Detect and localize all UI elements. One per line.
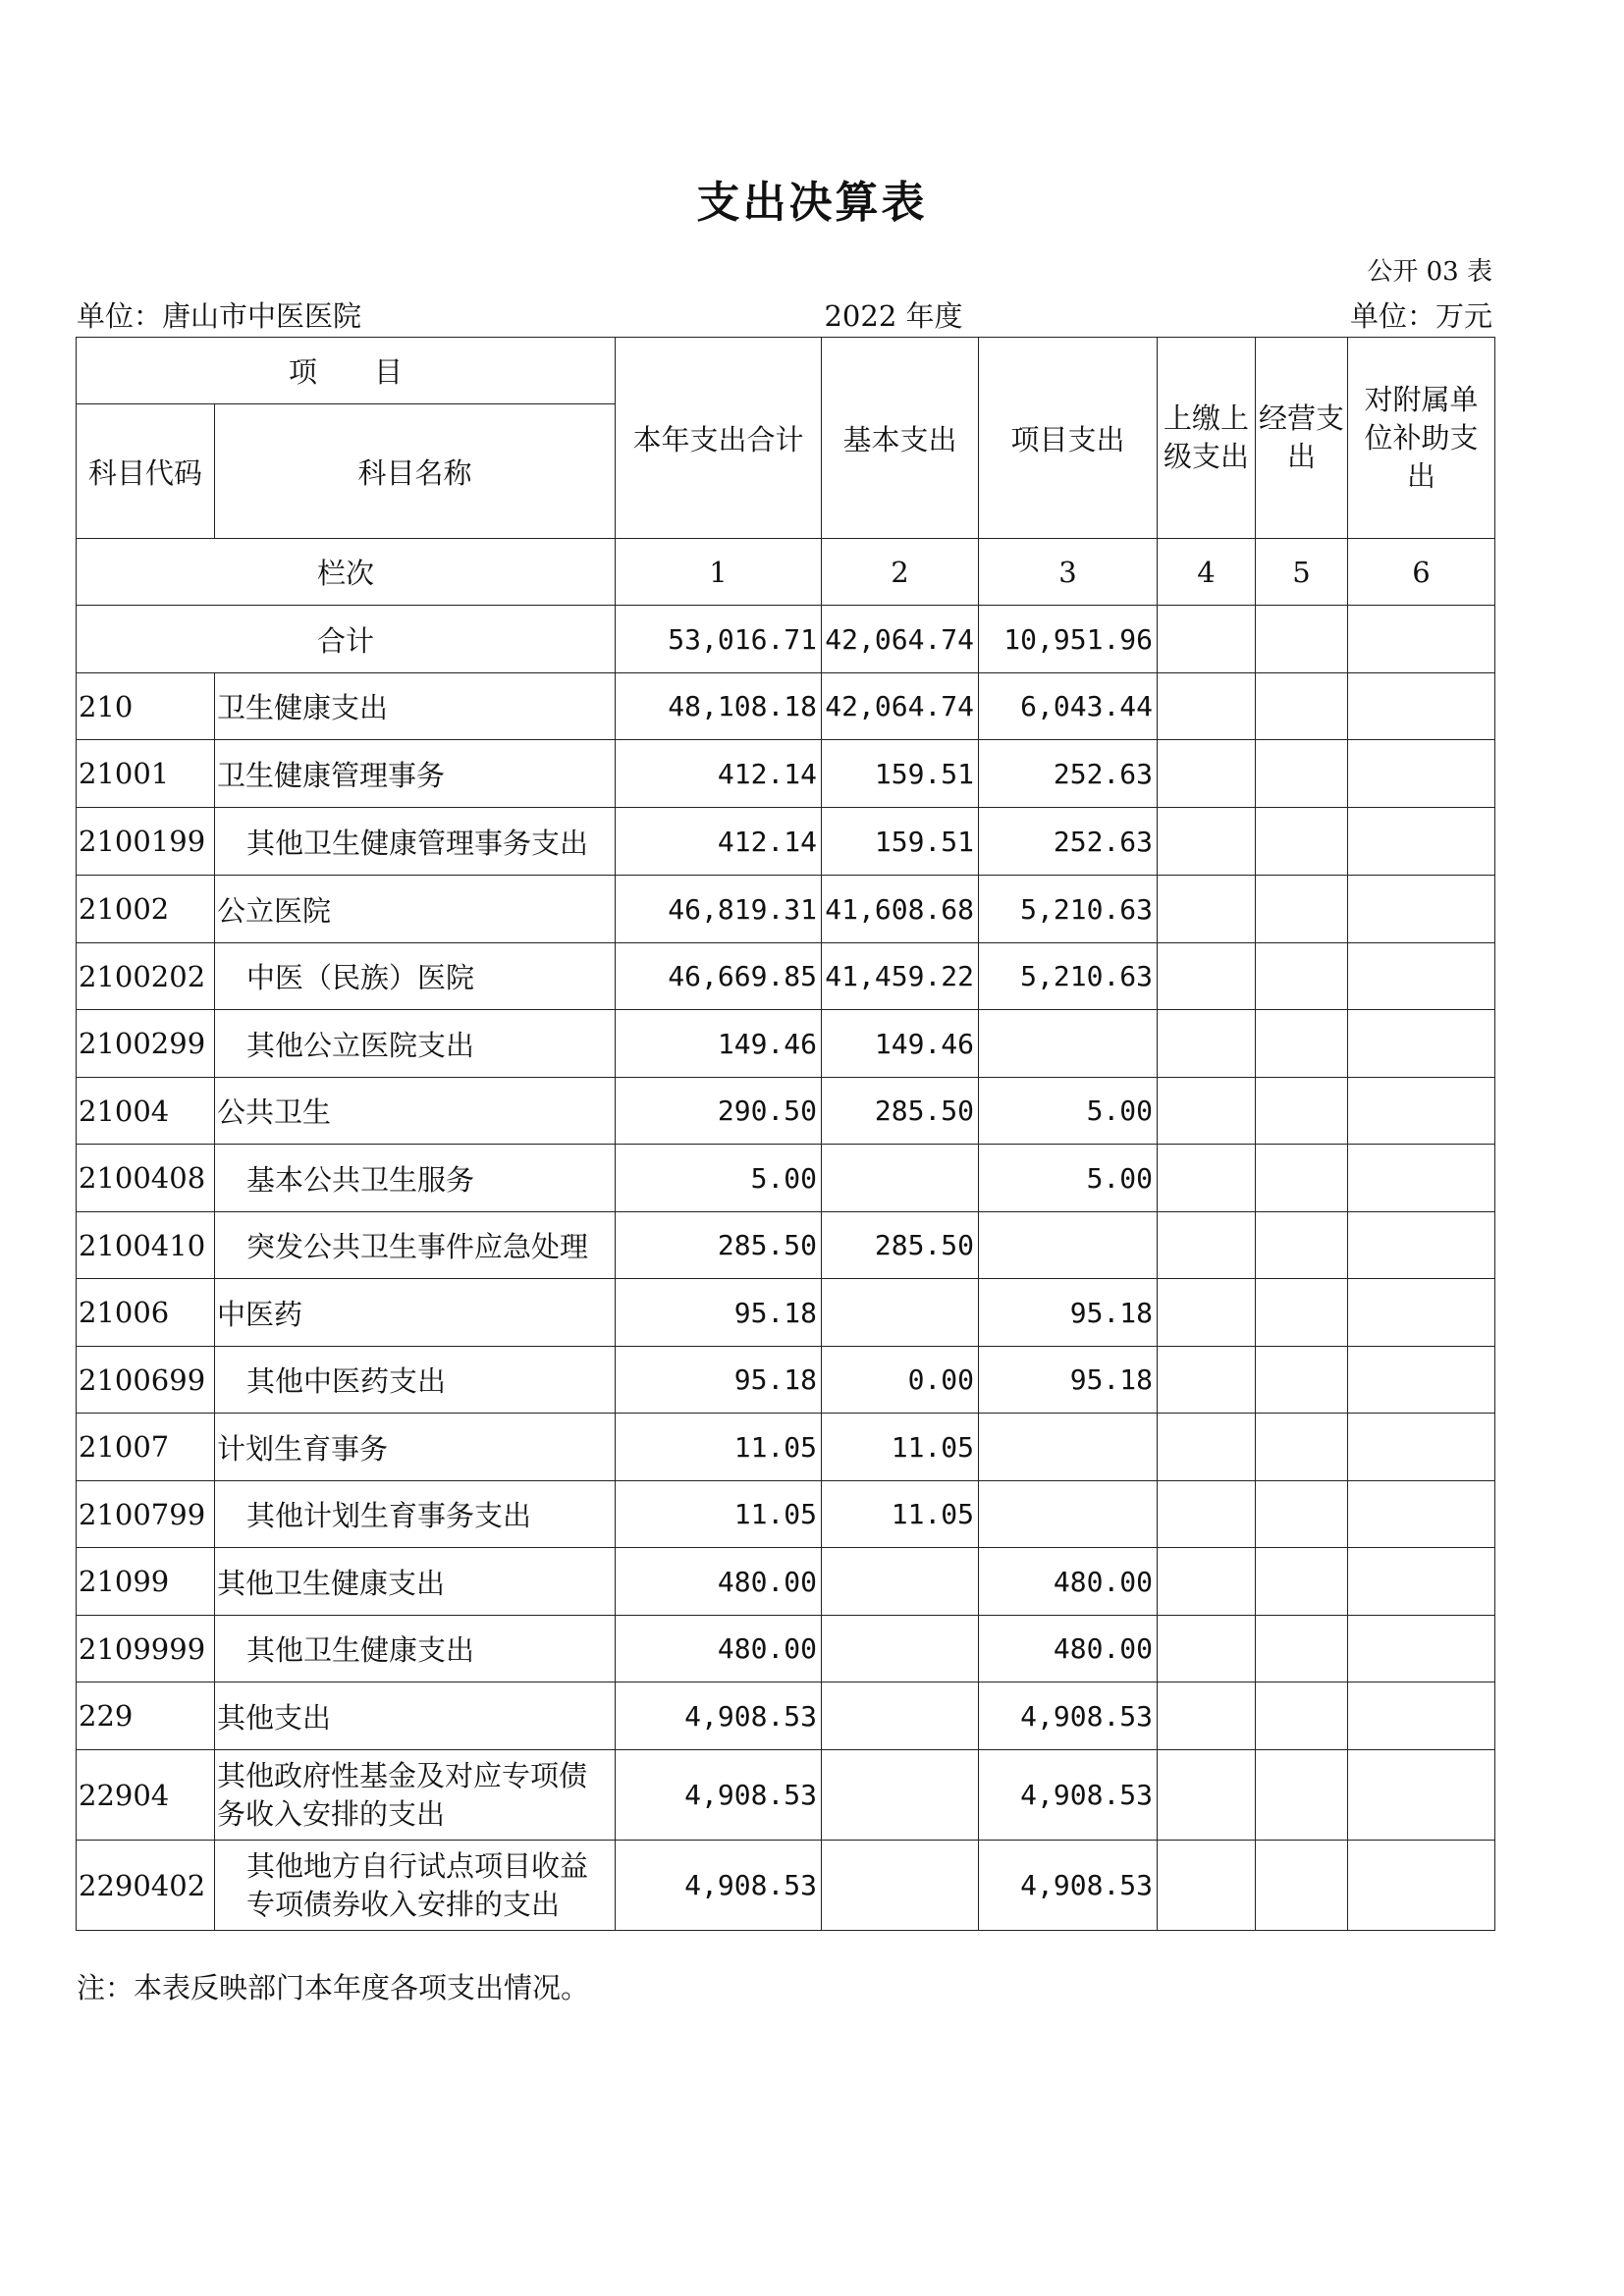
project-amount — [979, 1212, 1158, 1279]
project-amount: 5.00 — [979, 1145, 1158, 1212]
total-amount: 480.00 — [616, 1616, 822, 1682]
basic-amount: 41,459.22 — [822, 943, 979, 1010]
subject-code: 2109999 — [77, 1616, 215, 1682]
total-amount: 480.00 — [616, 1548, 822, 1616]
empty-cell — [1256, 1841, 1348, 1931]
project-amount: 95.18 — [979, 1279, 1158, 1347]
subject-code: 210 — [77, 673, 215, 740]
column-number: 4 — [1158, 539, 1256, 606]
project-amount: 95.18 — [979, 1347, 1158, 1414]
subject-name: 其他卫生健康支出 — [215, 1548, 616, 1616]
table-row — [77, 1481, 1495, 1548]
empty-cell — [1158, 1212, 1256, 1279]
table-row — [77, 1414, 1495, 1481]
project-amount: 6,043.44 — [979, 673, 1158, 740]
basic-amount — [822, 1548, 979, 1616]
empty-cell — [1256, 606, 1348, 673]
empty-cell — [1348, 606, 1495, 673]
project-amount: 4,908.53 — [979, 1682, 1158, 1750]
subject-code: 21004 — [77, 1078, 215, 1145]
header-subsidiary: 对附属单位补助支出 — [1348, 338, 1495, 539]
empty-cell — [1256, 1279, 1348, 1347]
total-amount: 412.14 — [616, 740, 822, 808]
basic-amount: 41,608.68 — [822, 876, 979, 943]
empty-cell — [1158, 1750, 1256, 1841]
empty-cell — [1256, 943, 1348, 1010]
empty-cell — [1158, 1841, 1256, 1931]
basic-amount — [822, 1279, 979, 1347]
subject-code: 21006 — [77, 1279, 215, 1347]
unit-name: 唐山市中医医院 — [162, 299, 362, 333]
total-amount: 53,016.71 — [616, 606, 822, 673]
subject-code: 21007 — [77, 1414, 215, 1481]
expenditure-table — [76, 337, 1495, 1931]
table-row — [77, 1279, 1495, 1347]
header-business: 经营支出 — [1256, 338, 1348, 539]
basic-amount — [822, 1145, 979, 1212]
empty-cell — [1348, 1682, 1495, 1750]
project-amount — [979, 1481, 1158, 1548]
basic-amount: 11.05 — [822, 1481, 979, 1548]
total-amount: 11.05 — [616, 1481, 822, 1548]
project-amount: 5,210.63 — [979, 943, 1158, 1010]
table-row — [77, 1145, 1495, 1212]
subject-name: 其他计划生育事务支出 — [215, 1481, 616, 1548]
subject-code: 22904 — [77, 1750, 215, 1841]
empty-cell — [1158, 1682, 1256, 1750]
basic-amount — [822, 1750, 979, 1841]
empty-cell — [1348, 1616, 1495, 1682]
subject-name: 其他地方自行试点项目收益专项债券收入安排的支出 — [215, 1841, 616, 1931]
total-amount: 4,908.53 — [616, 1682, 822, 1750]
empty-cell — [1158, 1481, 1256, 1548]
subject-name: 计划生育事务 — [215, 1414, 616, 1481]
column-number: 2 — [822, 539, 979, 606]
project-amount: 252.63 — [979, 808, 1158, 876]
empty-cell — [1348, 1010, 1495, 1078]
total-amount: 5.00 — [616, 1145, 822, 1212]
basic-amount: 149.46 — [822, 1010, 979, 1078]
total-basic: 42,064.74 — [822, 606, 979, 673]
table-row — [77, 876, 1495, 943]
empty-cell — [1158, 1279, 1256, 1347]
subject-code: 2100299 — [77, 1010, 215, 1078]
empty-cell — [1256, 1078, 1348, 1145]
empty-cell — [1348, 876, 1495, 943]
basic-amount: 285.50 — [822, 1212, 979, 1279]
table-row — [77, 1212, 1495, 1279]
empty-cell — [1348, 1347, 1495, 1414]
empty-cell — [1348, 673, 1495, 740]
subject-code: 2290402 — [77, 1841, 215, 1931]
total-amount: 4,908.53 — [616, 1750, 822, 1841]
empty-cell — [1256, 1010, 1348, 1078]
basic-amount: 159.51 — [822, 740, 979, 808]
currency-unit: 单位：万元 — [1349, 299, 1492, 333]
fiscal-year: 2022 年度 — [824, 299, 963, 333]
basic-amount — [822, 1841, 979, 1931]
column-number: 5 — [1256, 539, 1348, 606]
total-label: 合计 — [77, 606, 616, 673]
subject-name: 其他公立医院支出 — [215, 1010, 616, 1078]
unit-label: 单位： — [77, 299, 163, 333]
empty-cell — [1158, 1145, 1256, 1212]
header-upper: 上缴上级支出 — [1158, 338, 1256, 539]
empty-cell — [1348, 1279, 1495, 1347]
total-amount: 149.46 — [616, 1010, 822, 1078]
empty-cell — [1348, 1548, 1495, 1616]
subject-code: 2100799 — [77, 1481, 215, 1548]
empty-cell — [1158, 1347, 1256, 1414]
empty-cell — [1256, 1548, 1348, 1616]
subject-name: 公立医院 — [215, 876, 616, 943]
project-amount: 252.63 — [979, 740, 1158, 808]
empty-cell — [1348, 1481, 1495, 1548]
project-amount — [979, 1010, 1158, 1078]
table-row — [77, 1347, 1495, 1414]
subject-code: 2100199 — [77, 808, 215, 876]
page-title: 支出决算表 — [696, 178, 928, 228]
empty-cell — [1348, 1414, 1495, 1481]
table-row — [77, 1841, 1495, 1931]
basic-amount — [822, 1682, 979, 1750]
empty-cell — [1256, 1212, 1348, 1279]
empty-cell — [1256, 876, 1348, 943]
header-project: 项 目 — [77, 338, 616, 404]
total-amount: 46,819.31 — [616, 876, 822, 943]
subject-name: 中医药 — [215, 1279, 616, 1347]
project-amount: 480.00 — [979, 1548, 1158, 1616]
empty-cell — [1256, 1616, 1348, 1682]
basic-amount: 11.05 — [822, 1414, 979, 1481]
empty-cell — [1158, 606, 1256, 673]
empty-cell — [1256, 1682, 1348, 1750]
subject-code: 229 — [77, 1682, 215, 1750]
subject-code: 2100410 — [77, 1212, 215, 1279]
table-row — [77, 1616, 1495, 1682]
empty-cell — [1158, 943, 1256, 1010]
column-number: 6 — [1348, 539, 1495, 606]
subject-name: 其他卫生健康支出 — [215, 1616, 616, 1682]
subject-name: 卫生健康支出 — [215, 673, 616, 740]
empty-cell — [1256, 1145, 1348, 1212]
basic-amount: 285.50 — [822, 1078, 979, 1145]
basic-amount — [822, 1616, 979, 1682]
table-row — [77, 1010, 1495, 1078]
total-amount: 290.50 — [616, 1078, 822, 1145]
empty-cell — [1256, 808, 1348, 876]
subject-name: 其他支出 — [215, 1682, 616, 1750]
empty-cell — [1256, 1481, 1348, 1548]
column-number: 3 — [979, 539, 1158, 606]
basic-amount: 159.51 — [822, 808, 979, 876]
total-amount: 46,669.85 — [616, 943, 822, 1010]
empty-cell — [1158, 1078, 1256, 1145]
empty-cell — [1256, 673, 1348, 740]
subject-code: 21002 — [77, 876, 215, 943]
empty-cell — [1348, 1145, 1495, 1212]
empty-cell — [1348, 943, 1495, 1010]
total-amount: 95.18 — [616, 1347, 822, 1414]
subject-name: 公共卫生 — [215, 1078, 616, 1145]
table-row — [77, 673, 1495, 740]
total-project: 10,951.96 — [979, 606, 1158, 673]
total-amount: 48,108.18 — [616, 673, 822, 740]
basic-amount: 42,064.74 — [822, 673, 979, 740]
header-subject-name: 科目名称 — [215, 404, 616, 539]
empty-cell — [1348, 1750, 1495, 1841]
header-total: 本年支出合计 — [616, 338, 822, 539]
empty-cell — [1256, 1347, 1348, 1414]
header-project-expense: 项目支出 — [979, 338, 1158, 539]
total-amount: 4,908.53 — [616, 1841, 822, 1931]
total-amount: 285.50 — [616, 1212, 822, 1279]
project-amount: 4,908.53 — [979, 1841, 1158, 1931]
total-row — [77, 606, 1495, 673]
empty-cell — [1348, 1078, 1495, 1145]
empty-cell — [1158, 808, 1256, 876]
table-row — [77, 1078, 1495, 1145]
empty-cell — [1256, 1750, 1348, 1841]
empty-cell — [1256, 1414, 1348, 1481]
empty-cell — [1158, 1616, 1256, 1682]
project-amount — [979, 1414, 1158, 1481]
project-amount: 5,210.63 — [979, 876, 1158, 943]
subject-name: 卫生健康管理事务 — [215, 740, 616, 808]
subject-code: 21099 — [77, 1548, 215, 1616]
basic-amount: 0.00 — [822, 1347, 979, 1414]
column-number: 1 — [616, 539, 822, 606]
subject-code: 21001 — [77, 740, 215, 808]
empty-cell — [1158, 1548, 1256, 1616]
subject-name: 中医（民族）医院 — [215, 943, 616, 1010]
project-amount: 4,908.53 — [979, 1750, 1158, 1841]
header-subject-code: 科目代码 — [77, 404, 215, 539]
subject-code: 2100699 — [77, 1347, 215, 1414]
empty-cell — [1158, 1010, 1256, 1078]
column-index-label: 栏次 — [77, 539, 616, 606]
subject-name: 其他中医药支出 — [215, 1347, 616, 1414]
table-code: 公开 03 表 — [1367, 257, 1492, 287]
table-row — [77, 943, 1495, 1010]
table-row — [77, 1750, 1495, 1841]
total-amount: 11.05 — [616, 1414, 822, 1481]
subject-code: 2100202 — [77, 943, 215, 1010]
project-amount: 5.00 — [979, 1078, 1158, 1145]
empty-cell — [1158, 876, 1256, 943]
empty-cell — [1348, 1841, 1495, 1931]
empty-cell — [1158, 673, 1256, 740]
empty-cell — [1348, 1212, 1495, 1279]
table-row — [77, 740, 1495, 808]
empty-cell — [1256, 740, 1348, 808]
header-basic: 基本支出 — [822, 338, 979, 539]
subject-name: 其他卫生健康管理事务支出 — [215, 808, 616, 876]
table-row — [77, 1548, 1495, 1616]
total-amount: 95.18 — [616, 1279, 822, 1347]
subject-name: 其他政府性基金及对应专项债务收入安排的支出 — [215, 1750, 616, 1841]
table-note: 注：本表反映部门本年度各项支出情况。 — [77, 1971, 590, 2004]
table-row — [77, 1682, 1495, 1750]
project-amount: 480.00 — [979, 1616, 1158, 1682]
empty-cell — [1158, 1414, 1256, 1481]
table-row — [77, 808, 1495, 876]
total-amount: 412.14 — [616, 808, 822, 876]
subject-code: 2100408 — [77, 1145, 215, 1212]
empty-cell — [1348, 740, 1495, 808]
empty-cell — [1158, 740, 1256, 808]
subject-name: 突发公共卫生事件应急处理 — [215, 1212, 616, 1279]
subject-name: 基本公共卫生服务 — [215, 1145, 616, 1212]
empty-cell — [1348, 808, 1495, 876]
